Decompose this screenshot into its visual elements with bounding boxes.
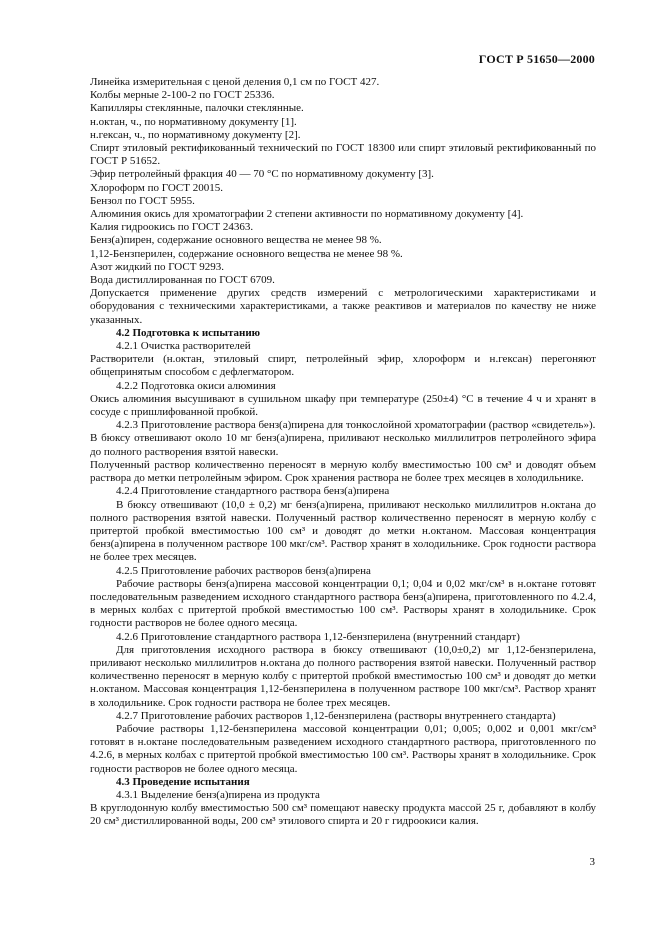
paragraph: Бенз(а)пирен, содержание основного вещества не менее 98 %. xyxy=(90,234,382,247)
paragraph: Колбы мерные 2-100-2 по ГОСТ 25336. xyxy=(90,89,275,102)
paragraph: Для приготовления исходного раствора в бюксу отвешивают (10,0±0,2) мг 1,12-бензперилена, приливают несколько миллилитров н.октана до полного растворения взятой навески. Полученный раствор количественно переносят в мерную колбу с притертой пробкой вместимостью 100 см³ и доводят до метки н.октаном. Массовая концентрация 1,12-бензперилена в полученном растворе 100 мкг/см³. Раствор хранят в холодильнике. Срок годности раствора не более трех месяцев. xyxy=(90,643,596,709)
paragraph: Полученный раствор количественно переносят в мерную колбу вместимостью 100 см³ и доводят объем раствора до метки петролейным эфиром. Срок хранения раствора не более трех месяцев в холодильнике. xyxy=(90,458,596,485)
paragraph: Вода дистиллированная по ГОСТ 6709. xyxy=(90,274,275,287)
paragraph: Растворители (н.октан, этиловый спирт, петролейный эфир, хлороформ и н.гексан) перегоняют общепринятым способом с дефлегматором. xyxy=(90,353,596,379)
paragraph: 4.3.1 Выделение бенз(а)пирена из продукта xyxy=(116,788,320,801)
paragraph: н.гексан, ч., по нормативному документу [2]. xyxy=(90,128,301,141)
paragraph: 4.2.1 Очистка растворителей xyxy=(116,340,251,353)
paragraph: Калия гидроокись по ГОСТ 24363. xyxy=(90,221,254,234)
paragraph: В бюксу отвешивают (10,0 ± 0,2) мг бенз(а)пирена, приливают несколько миллилитров н.октана до полного растворения взятой навески. Полученный раствор количественно переносят в мерную колбу с притертой пробкой вместимостью 100 см³ и доводят до метки н.октаном. Массовая концентрация бенз(а)пирена в полученном растворе 100 мкг/см³. Раствор хранят в холодильнике. Срок годности раствора не более трех месяцев. xyxy=(90,498,596,564)
section-heading: 4.2 Подготовка к испытанию xyxy=(116,326,261,339)
paragraph: 4.2.3 Приготовление раствора бенз(а)пирена для тонкослойной хроматографии (раствор «свидетель»). xyxy=(116,419,596,432)
paragraph: 4.2.5 Приготовление рабочих растворов бенз(а)пирена xyxy=(116,564,371,577)
paragraph: В круглодонную колбу вместимостью 500 см³ помещают навеску продукта массой 25 г, добавляют в колбу 20 см³ дистиллированной воды, 200 см³ этилового спирта и 20 г гидроокиси калия. xyxy=(90,802,596,828)
paragraph: н.октан, ч., по нормативному документу [1]. xyxy=(90,115,297,128)
paragraph: Окись алюминия высушивают в сушильном шкафу при температуре (250±4) °С в течение 4 ч и хранят в сосуде с пришлифованной пробкой. xyxy=(90,392,596,419)
paragraph: Эфир петролейный фракция 40 — 70 °С по нормативному документу [3]. xyxy=(90,168,434,181)
paragraph: Алюминия окись для хроматографии 2 степени активности по нормативному документу [4]. xyxy=(90,208,524,221)
page-number: 3 xyxy=(589,856,595,868)
document-header: ГОСТ Р 51650—2000 xyxy=(478,52,595,66)
paragraph: Допускается применение других средств измерений с метрологическими характеристиками и оборудования с техническими характеристиками, а также реактивов и материалов по качеству не ниже указанных. xyxy=(90,287,596,326)
paragraph: 4.2.7 Приготовление рабочих растворов 1,12-бензперилена (растворы внутреннего стандарта) xyxy=(116,709,556,722)
paragraph: Линейка измерительная с ценой деления 0,1 см по ГОСТ 427. xyxy=(90,76,380,88)
paragraph: Рабочие растворы 1,12-бензперилена массовой концентрации 0,01; 0,005; 0,002 и 0,001 мкг/см³ готовят в н.октане последовательным разведением исходного стандартного раствора, приготовленного по 4.2.6, в мерных колбах с притертой пробкой вместимостью 100 см³. Растворы хранят в холодильнике. Срок годности растворов не более одного месяца. xyxy=(90,722,596,775)
paragraph: 4.2.4 Приготовление стандартного раствора бенз(а)пирена xyxy=(116,485,390,498)
section-heading: 4.3 Проведение испытания xyxy=(116,775,250,788)
paragraph: В бюксу отвешивают около 10 мг бенз(а)пирена, приливают несколько миллилитров петролейного эфира до полного растворения взятой навески. xyxy=(90,432,596,458)
paragraph: Азот жидкий по ГОСТ 9293. xyxy=(90,260,224,273)
paragraph: Бензол по ГОСТ 5955. xyxy=(90,194,195,207)
paragraph: 4.2.6 Приготовление стандартного раствора 1,12-бензперилена (внутренний стандарт) xyxy=(116,630,520,643)
document-body xyxy=(90,76,596,829)
paragraph: Капилляры стеклянные, палочки стеклянные. xyxy=(90,102,304,115)
paragraph: Спирт этиловый ректификованный технический по ГОСТ 18300 или спирт этиловый ректификованный по ГОСТ Р 51652. xyxy=(90,142,596,168)
paragraph: Хлороформ по ГОСТ 20015. xyxy=(90,181,223,194)
paragraph: Рабочие растворы бенз(а)пирена массовой концентрации 0,1; 0,04 и 0,02 мкг/см³ в н.октане готовят последовательным разведением исходного стандартного раствора бенз(а)пирена, приготовленного по 4.2.4, в мерных колбах с притертой пробкой вместимостью 100 см³. Растворы хранят в холодильнике. Срок годности растворов не более одного месяца. xyxy=(90,577,596,630)
paragraph: 1,12-Бензперилен, содержание основного вещества не менее 98 %. xyxy=(90,247,403,260)
paragraph: 4.2.2 Подготовка окиси алюминия xyxy=(116,379,276,392)
